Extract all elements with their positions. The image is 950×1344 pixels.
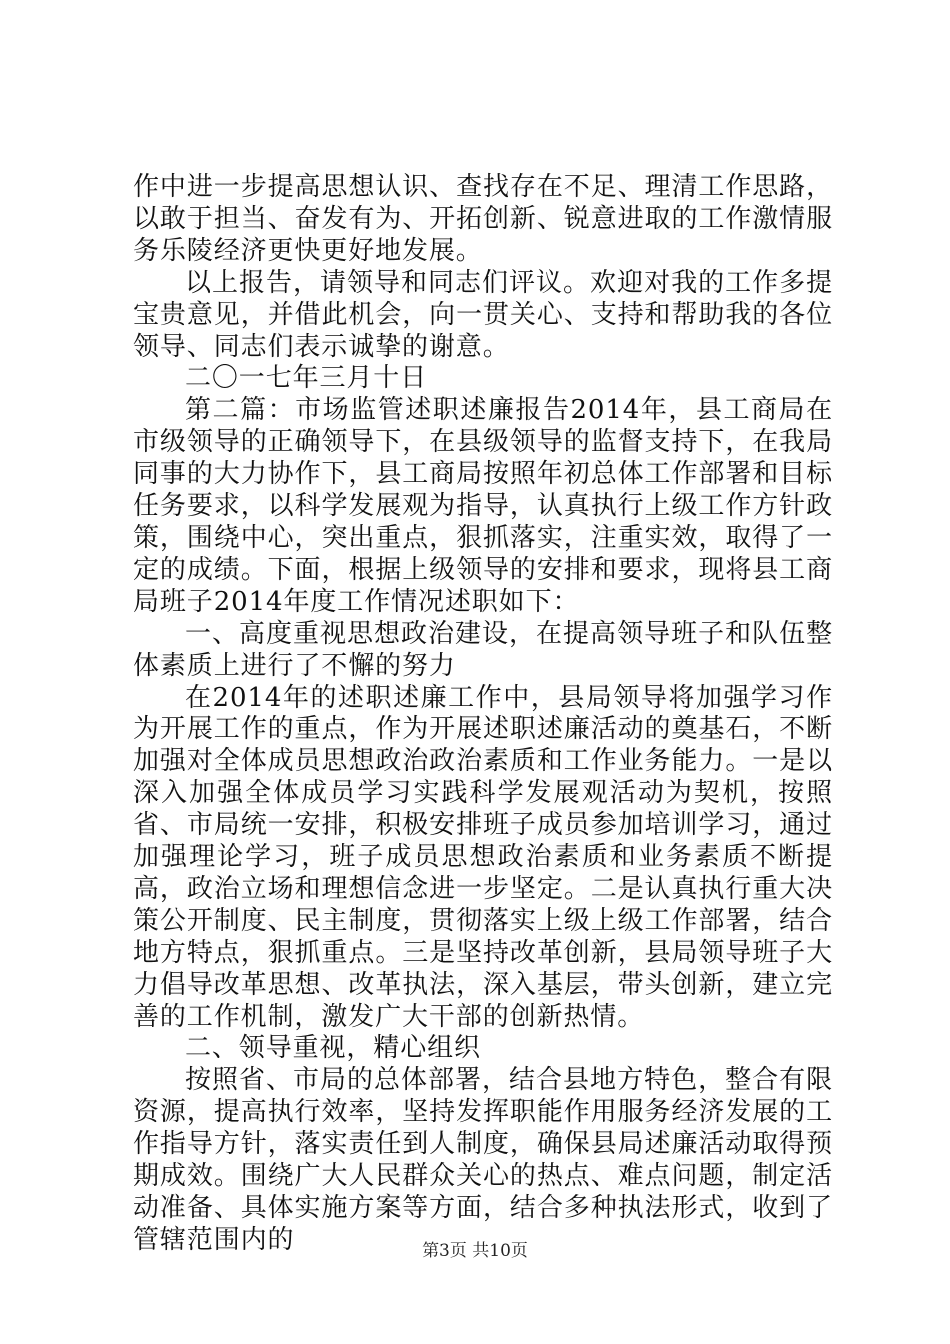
page-number-label: 第3页 共10页 bbox=[422, 1241, 528, 1261]
paragraph-continuation: 作中进一步提高思想认识、查找存在不足、理清工作思路，以敢于担当、奋发有为、开拓创新、锐意进取的工作激情服务乐陵经济更快更好地发展。 bbox=[133, 172, 833, 266]
paragraph-section-two-body: 按照省、市局的总体部署，结合县地方特色，整合有限资源，提高执行效率，坚持发挥职能作用服务经济发展的工作指导方针，落实责任到人制度，确保县局述廉活动取得预期成效。围绕广大人民群众关心的热点、难点问题，制定活动准备、具体实施方案等方面，结合多种执法形式，收到了管辖范围内的 bbox=[133, 1065, 833, 1255]
paragraph-date: 二〇一七年三月十日 bbox=[185, 363, 428, 394]
paragraph-second-report-intro: 第二篇：市场监管述职述廉报告2014年，县工商局在市级领导的正确领导下，在县级领导的监督支持下，在我局同事的大力协作下，县工商局按照年初总体工作部署和目标任务要求，以科学发展观为指导，认真执行上级工作方针政策，围绕中心，突出重点，狠抓落实，注重实效，取得了一定的成绩。下面，根据上级领导的安排和要求，现将县工商局班子2014年度工作情况述职如下： bbox=[133, 395, 833, 617]
paragraph-closing-remarks: 以上报告，请领导和同志们评议。欢迎对我的工作多提宝贵意见，并借此机会，向一贯关心、支持和帮助我的各位领导、同志们表示诚挚的谢意。 bbox=[133, 267, 833, 362]
document-body bbox=[133, 172, 833, 1257]
section-heading-one: 一、高度重视思想政治建设，在提高领导班子和队伍整体素质上进行了不懈的努力 bbox=[133, 618, 833, 681]
paragraph-section-one-body: 在2014年的述职述廉工作中，县局领导将加强学习作为开展工作的重点，作为开展述职述廉活动的奠基石，不断加强对全体成员思想政治政治素质和工作业务能力。一是以深入加强全体成员学习实践科学发展观活动为契机，按照省、市局统一安排，积极安排班子成员参加培训学习，通过加强理论学习，班子成员思想政治素质和业务素质不断提高，政治立场和理想信念进一步坚定。二是认真执行重大决策公开制度、民主制度，贯彻落实上级上级工作部署，结合地方特点，狠抓重点。三是坚持改革创新，县局领导班子大力倡导改革思想、改革执法，深入基层，带头创新，建立完善的工作机制，激发广大干部的创新热情。 bbox=[133, 682, 833, 1032]
page-footer bbox=[0, 1240, 950, 1262]
section-heading-two: 二、领导重视，精心组织 bbox=[185, 1033, 481, 1064]
